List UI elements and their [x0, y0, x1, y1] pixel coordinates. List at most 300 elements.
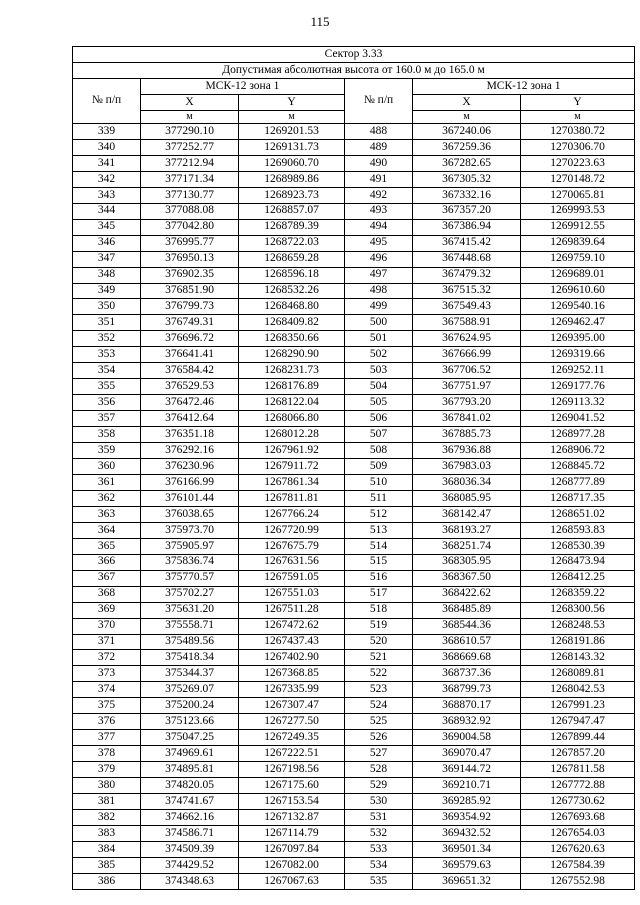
x-coordinate: 376995.77 — [141, 235, 239, 251]
point-number: 352 — [73, 331, 141, 347]
y-coordinate: 1268191.86 — [521, 634, 635, 650]
point-number: 379 — [73, 762, 141, 778]
y-coordinate: 1268717.35 — [521, 490, 635, 506]
point-number: 506 — [345, 411, 413, 427]
point-number: 373 — [73, 666, 141, 682]
point-number: 375 — [73, 698, 141, 714]
x-coordinate: 375489.56 — [141, 634, 239, 650]
point-number: 508 — [345, 443, 413, 459]
point-number: 369 — [73, 602, 141, 618]
y-coordinate: 1267222.51 — [239, 746, 345, 762]
x-coordinate: 369210.71 — [413, 778, 521, 794]
table-row — [73, 474, 635, 490]
x-coordinate: 376038.65 — [141, 506, 239, 522]
y-coordinate: 1268789.39 — [239, 219, 345, 235]
point-number: 494 — [345, 219, 413, 235]
x-coordinate: 368036.34 — [413, 474, 521, 490]
y-coordinate: 1268857.07 — [239, 203, 345, 219]
y-coordinate: 1270065.81 — [521, 187, 635, 203]
col-header-num-right: № п/п — [345, 79, 413, 124]
unit-x-right: м — [413, 111, 521, 124]
y-coordinate: 1267198.56 — [239, 762, 345, 778]
y-coordinate: 1268290.90 — [239, 347, 345, 363]
point-number: 357 — [73, 411, 141, 427]
table-row — [73, 187, 635, 203]
point-number: 492 — [345, 187, 413, 203]
unit-y-left: м — [239, 111, 345, 124]
x-coordinate: 368422.62 — [413, 586, 521, 602]
x-coordinate: 367706.52 — [413, 363, 521, 379]
y-coordinate: 1269540.16 — [521, 299, 635, 315]
x-coordinate: 367240.06 — [413, 124, 521, 140]
table-row — [73, 586, 635, 602]
x-coordinate: 375418.34 — [141, 650, 239, 666]
y-coordinate: 1268906.72 — [521, 443, 635, 459]
point-number: 522 — [345, 666, 413, 682]
x-coordinate: 375973.70 — [141, 522, 239, 538]
x-coordinate: 377088.08 — [141, 203, 239, 219]
x-coordinate: 376412.64 — [141, 411, 239, 427]
x-coordinate: 367305.32 — [413, 171, 521, 187]
y-coordinate: 1267911.72 — [239, 459, 345, 475]
x-coordinate: 367983.03 — [413, 459, 521, 475]
x-coordinate: 376902.35 — [141, 267, 239, 283]
y-coordinate: 1268659.28 — [239, 251, 345, 267]
table-row — [73, 427, 635, 443]
point-number: 521 — [345, 650, 413, 666]
y-coordinate: 1269395.00 — [521, 331, 635, 347]
point-number: 517 — [345, 586, 413, 602]
table-row — [73, 139, 635, 155]
x-coordinate: 376351.18 — [141, 427, 239, 443]
y-coordinate: 1267307.47 — [239, 698, 345, 714]
x-coordinate: 368737.36 — [413, 666, 521, 682]
y-coordinate: 1270380.72 — [521, 124, 635, 140]
point-number: 502 — [345, 347, 413, 363]
x-coordinate: 367666.99 — [413, 347, 521, 363]
y-coordinate: 1268012.28 — [239, 427, 345, 443]
point-number: 525 — [345, 714, 413, 730]
x-coordinate: 375047.25 — [141, 730, 239, 746]
table-row — [73, 809, 635, 825]
y-coordinate: 1269689.01 — [521, 267, 635, 283]
y-coordinate: 1267961.92 — [239, 443, 345, 459]
table-row — [73, 698, 635, 714]
table-row — [73, 379, 635, 395]
table-row — [73, 618, 635, 634]
y-coordinate: 1267631.56 — [239, 554, 345, 570]
y-coordinate: 1267720.99 — [239, 522, 345, 538]
y-coordinate: 1268845.72 — [521, 459, 635, 475]
y-coordinate: 1269041.52 — [521, 411, 635, 427]
point-number: 532 — [345, 825, 413, 841]
x-coordinate: 374586.71 — [141, 825, 239, 841]
table-row — [73, 634, 635, 650]
y-coordinate: 1267861.34 — [239, 474, 345, 490]
point-number: 528 — [345, 762, 413, 778]
table-row — [73, 267, 635, 283]
point-number: 512 — [345, 506, 413, 522]
table-row — [73, 219, 635, 235]
col-header-x-left: X — [141, 95, 239, 111]
point-number: 505 — [345, 395, 413, 411]
table-row — [73, 331, 635, 347]
point-number: 529 — [345, 778, 413, 794]
point-number: 345 — [73, 219, 141, 235]
point-number: 347 — [73, 251, 141, 267]
table-row — [73, 762, 635, 778]
table-row — [73, 857, 635, 873]
y-coordinate: 1267552.98 — [521, 873, 635, 889]
point-number: 493 — [345, 203, 413, 219]
x-coordinate: 367885.73 — [413, 427, 521, 443]
table-row — [73, 554, 635, 570]
x-coordinate: 367415.42 — [413, 235, 521, 251]
table-row — [73, 171, 635, 187]
point-number: 514 — [345, 538, 413, 554]
point-number: 531 — [345, 809, 413, 825]
y-coordinate: 1267654.03 — [521, 825, 635, 841]
y-coordinate: 1268122.04 — [239, 395, 345, 411]
point-number: 365 — [73, 538, 141, 554]
y-coordinate: 1267153.54 — [239, 794, 345, 810]
point-number: 507 — [345, 427, 413, 443]
table-row — [73, 714, 635, 730]
table-row — [73, 666, 635, 682]
y-coordinate: 1267402.90 — [239, 650, 345, 666]
y-coordinate: 1270306.70 — [521, 139, 635, 155]
point-number: 526 — [345, 730, 413, 746]
y-coordinate: 1268066.80 — [239, 411, 345, 427]
x-coordinate: 377212.94 — [141, 155, 239, 171]
col-header-y-right: Y — [521, 95, 635, 111]
y-coordinate: 1267551.03 — [239, 586, 345, 602]
y-coordinate: 1267899.44 — [521, 730, 635, 746]
table-row — [73, 778, 635, 794]
x-coordinate: 374820.05 — [141, 778, 239, 794]
table-row — [73, 283, 635, 299]
x-coordinate: 369004.58 — [413, 730, 521, 746]
x-coordinate: 376696.72 — [141, 331, 239, 347]
table-row — [73, 570, 635, 586]
point-number: 496 — [345, 251, 413, 267]
x-coordinate: 369070.47 — [413, 746, 521, 762]
x-coordinate: 367549.43 — [413, 299, 521, 315]
point-number: 520 — [345, 634, 413, 650]
table-row — [73, 538, 635, 554]
point-number: 499 — [345, 299, 413, 315]
col-header-system-right: МСК-12 зона 1 — [413, 79, 635, 95]
y-coordinate: 1269319.66 — [521, 347, 635, 363]
coordinates-table — [72, 46, 635, 890]
y-coordinate: 1267511.28 — [239, 602, 345, 618]
y-coordinate: 1268651.02 — [521, 506, 635, 522]
x-coordinate: 374348.63 — [141, 873, 239, 889]
y-coordinate: 1268593.83 — [521, 522, 635, 538]
point-number: 384 — [73, 841, 141, 857]
x-coordinate: 374429.52 — [141, 857, 239, 873]
x-coordinate: 377252.77 — [141, 139, 239, 155]
point-number: 533 — [345, 841, 413, 857]
x-coordinate: 368305.95 — [413, 554, 521, 570]
x-coordinate: 367357.20 — [413, 203, 521, 219]
x-coordinate: 368669.68 — [413, 650, 521, 666]
x-coordinate: 376851.90 — [141, 283, 239, 299]
y-coordinate: 1268248.53 — [521, 618, 635, 634]
point-number: 523 — [345, 682, 413, 698]
y-coordinate: 1267249.35 — [239, 730, 345, 746]
table-row — [73, 124, 635, 140]
x-coordinate: 369432.52 — [413, 825, 521, 841]
point-number: 519 — [345, 618, 413, 634]
y-coordinate: 1269912.55 — [521, 219, 635, 235]
point-number: 346 — [73, 235, 141, 251]
x-coordinate: 374509.39 — [141, 841, 239, 857]
point-number: 343 — [73, 187, 141, 203]
x-coordinate: 375269.07 — [141, 682, 239, 698]
x-coordinate: 375836.74 — [141, 554, 239, 570]
x-coordinate: 377130.77 — [141, 187, 239, 203]
point-number: 497 — [345, 267, 413, 283]
point-number: 342 — [73, 171, 141, 187]
point-number: 367 — [73, 570, 141, 586]
point-number: 368 — [73, 586, 141, 602]
x-coordinate: 376472.46 — [141, 395, 239, 411]
y-coordinate: 1269993.53 — [521, 203, 635, 219]
x-coordinate: 367282.65 — [413, 155, 521, 171]
point-number: 374 — [73, 682, 141, 698]
point-number: 515 — [345, 554, 413, 570]
x-coordinate: 375702.27 — [141, 586, 239, 602]
table-row — [73, 522, 635, 538]
y-coordinate: 1268089.81 — [521, 666, 635, 682]
x-coordinate: 368367.50 — [413, 570, 521, 586]
x-coordinate: 368193.27 — [413, 522, 521, 538]
y-coordinate: 1270148.72 — [521, 171, 635, 187]
y-coordinate: 1267114.79 — [239, 825, 345, 841]
x-coordinate: 376292.16 — [141, 443, 239, 459]
point-number: 524 — [345, 698, 413, 714]
y-coordinate: 1268143.32 — [521, 650, 635, 666]
x-coordinate: 369354.92 — [413, 809, 521, 825]
table-row — [73, 490, 635, 506]
y-coordinate: 1267335.99 — [239, 682, 345, 698]
y-coordinate: 1269201.53 — [239, 124, 345, 140]
col-header-y-left: Y — [239, 95, 345, 111]
point-number: 353 — [73, 347, 141, 363]
y-coordinate: 1269060.70 — [239, 155, 345, 171]
x-coordinate: 367515.32 — [413, 283, 521, 299]
coordinates-body — [73, 124, 635, 890]
unit-x-left: м — [141, 111, 239, 124]
y-coordinate: 1267991.23 — [521, 698, 635, 714]
x-coordinate: 375631.20 — [141, 602, 239, 618]
y-coordinate: 1267067.63 — [239, 873, 345, 889]
x-coordinate: 367588.91 — [413, 315, 521, 331]
table-row — [73, 411, 635, 427]
x-coordinate: 374969.61 — [141, 746, 239, 762]
y-coordinate: 1267082.00 — [239, 857, 345, 873]
point-number: 372 — [73, 650, 141, 666]
y-coordinate: 1267097.84 — [239, 841, 345, 857]
x-coordinate: 367332.16 — [413, 187, 521, 203]
x-coordinate: 369579.63 — [413, 857, 521, 873]
table-row — [73, 841, 635, 857]
x-coordinate: 367259.36 — [413, 139, 521, 155]
point-number: 376 — [73, 714, 141, 730]
x-coordinate: 369144.72 — [413, 762, 521, 778]
y-coordinate: 1268722.03 — [239, 235, 345, 251]
point-number: 385 — [73, 857, 141, 873]
point-number: 359 — [73, 443, 141, 459]
x-coordinate: 377171.34 — [141, 171, 239, 187]
table-row — [73, 602, 635, 618]
point-number: 503 — [345, 363, 413, 379]
table-row — [73, 873, 635, 889]
y-coordinate: 1268359.22 — [521, 586, 635, 602]
point-number: 509 — [345, 459, 413, 475]
point-number: 488 — [345, 124, 413, 140]
x-coordinate: 376950.13 — [141, 251, 239, 267]
unit-y-right: м — [521, 111, 635, 124]
x-coordinate: 367386.94 — [413, 219, 521, 235]
point-number: 363 — [73, 506, 141, 522]
table-row — [73, 825, 635, 841]
point-number: 511 — [345, 490, 413, 506]
y-coordinate: 1268409.82 — [239, 315, 345, 331]
y-coordinate: 1267620.63 — [521, 841, 635, 857]
y-coordinate: 1268530.39 — [521, 538, 635, 554]
y-coordinate: 1268176.89 — [239, 379, 345, 395]
x-coordinate: 376101.44 — [141, 490, 239, 506]
x-coordinate: 368544.36 — [413, 618, 521, 634]
y-coordinate: 1267437.43 — [239, 634, 345, 650]
x-coordinate: 374895.81 — [141, 762, 239, 778]
x-coordinate: 375770.57 — [141, 570, 239, 586]
x-coordinate: 376166.99 — [141, 474, 239, 490]
x-coordinate: 374662.16 — [141, 809, 239, 825]
table-row — [73, 347, 635, 363]
table-row — [73, 315, 635, 331]
point-number: 355 — [73, 379, 141, 395]
x-coordinate: 369501.34 — [413, 841, 521, 857]
y-coordinate: 1269839.64 — [521, 235, 635, 251]
col-header-x-right: X — [413, 95, 521, 111]
point-number: 360 — [73, 459, 141, 475]
point-number: 366 — [73, 554, 141, 570]
x-coordinate: 367624.95 — [413, 331, 521, 347]
x-coordinate: 367793.20 — [413, 395, 521, 411]
y-coordinate: 1267811.81 — [239, 490, 345, 506]
y-coordinate: 1268473.94 — [521, 554, 635, 570]
x-coordinate: 376529.53 — [141, 379, 239, 395]
table-row — [73, 443, 635, 459]
point-number: 516 — [345, 570, 413, 586]
sector-title: Сектор 3.33 — [73, 47, 635, 63]
point-number: 361 — [73, 474, 141, 490]
table-row — [73, 235, 635, 251]
y-coordinate: 1268596.18 — [239, 267, 345, 283]
table-row — [73, 650, 635, 666]
point-number: 527 — [345, 746, 413, 762]
table-row — [73, 395, 635, 411]
x-coordinate: 367936.88 — [413, 443, 521, 459]
point-number: 358 — [73, 427, 141, 443]
y-coordinate: 1267693.68 — [521, 809, 635, 825]
point-number: 344 — [73, 203, 141, 219]
point-number: 518 — [345, 602, 413, 618]
y-coordinate: 1269131.73 — [239, 139, 345, 155]
y-coordinate: 1267730.62 — [521, 794, 635, 810]
y-coordinate: 1268231.73 — [239, 363, 345, 379]
y-coordinate: 1268300.56 — [521, 602, 635, 618]
table-row — [73, 730, 635, 746]
x-coordinate: 375905.97 — [141, 538, 239, 554]
table-row — [73, 251, 635, 267]
y-coordinate: 1269252.11 — [521, 363, 635, 379]
point-number: 371 — [73, 634, 141, 650]
y-coordinate: 1267368.85 — [239, 666, 345, 682]
y-coordinate: 1267772.88 — [521, 778, 635, 794]
x-coordinate: 368870.17 — [413, 698, 521, 714]
x-coordinate: 367479.32 — [413, 267, 521, 283]
table-row — [73, 203, 635, 219]
x-coordinate: 375344.37 — [141, 666, 239, 682]
point-number: 530 — [345, 794, 413, 810]
y-coordinate: 1268923.73 — [239, 187, 345, 203]
x-coordinate: 368142.47 — [413, 506, 521, 522]
x-coordinate: 368085.95 — [413, 490, 521, 506]
x-coordinate: 368610.57 — [413, 634, 521, 650]
y-coordinate: 1268412.25 — [521, 570, 635, 586]
point-number: 378 — [73, 746, 141, 762]
y-coordinate: 1268977.28 — [521, 427, 635, 443]
y-coordinate: 1268042.53 — [521, 682, 635, 698]
point-number: 498 — [345, 283, 413, 299]
y-coordinate: 1268468.80 — [239, 299, 345, 315]
x-coordinate: 367841.02 — [413, 411, 521, 427]
table-row — [73, 155, 635, 171]
table-row — [73, 299, 635, 315]
x-coordinate: 368932.92 — [413, 714, 521, 730]
y-coordinate: 1267675.79 — [239, 538, 345, 554]
point-number: 386 — [73, 873, 141, 889]
point-number: 339 — [73, 124, 141, 140]
x-coordinate: 376230.96 — [141, 459, 239, 475]
x-coordinate: 367448.68 — [413, 251, 521, 267]
point-number: 348 — [73, 267, 141, 283]
point-number: 377 — [73, 730, 141, 746]
table-row — [73, 459, 635, 475]
x-coordinate: 376641.41 — [141, 347, 239, 363]
x-coordinate: 369285.92 — [413, 794, 521, 810]
point-number: 356 — [73, 395, 141, 411]
point-number: 489 — [345, 139, 413, 155]
y-coordinate: 1268532.26 — [239, 283, 345, 299]
x-coordinate: 369651.32 — [413, 873, 521, 889]
col-header-system-left: МСК-12 зона 1 — [141, 79, 345, 95]
y-coordinate: 1270223.63 — [521, 155, 635, 171]
y-coordinate: 1269177.76 — [521, 379, 635, 395]
y-coordinate: 1267947.47 — [521, 714, 635, 730]
y-coordinate: 1267132.87 — [239, 809, 345, 825]
y-coordinate: 1268777.89 — [521, 474, 635, 490]
point-number: 362 — [73, 490, 141, 506]
y-coordinate: 1269759.10 — [521, 251, 635, 267]
y-coordinate: 1268989.86 — [239, 171, 345, 187]
y-coordinate: 1267472.62 — [239, 618, 345, 634]
point-number: 370 — [73, 618, 141, 634]
